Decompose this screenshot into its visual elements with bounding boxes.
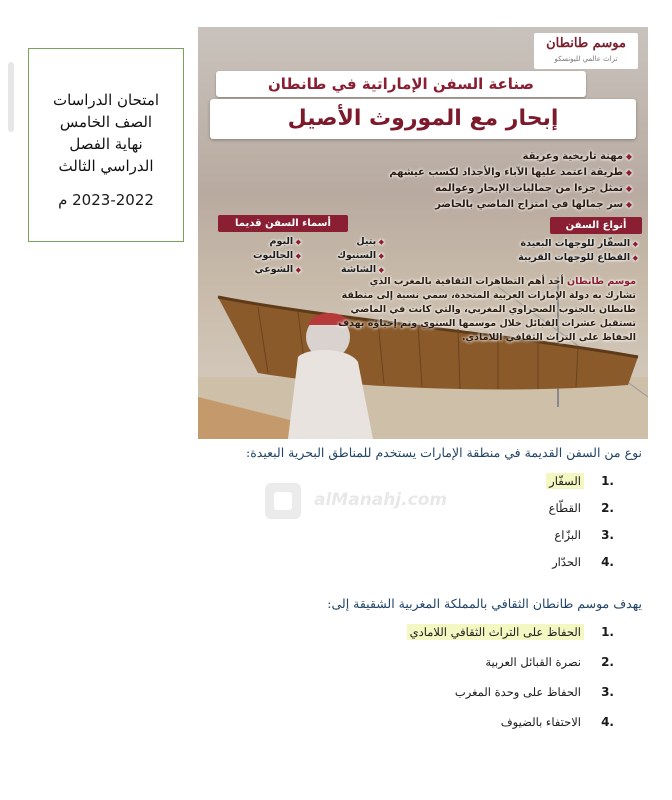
poster-bullet: ◆ سر جمالها في امتزاج الماضي بالحاضر (312, 197, 632, 213)
option-text: السفّار (546, 473, 584, 489)
poster-description (336, 275, 636, 345)
option-number: 4. (601, 715, 614, 729)
poster-banner-top-text: صناعة السفن الإماراتية في طانطان (267, 75, 535, 93)
poster-image (198, 27, 648, 439)
poster-bullets (312, 149, 632, 213)
answer-option[interactable] (222, 647, 642, 677)
answer-option[interactable] (162, 468, 642, 495)
ship-type-item: ◆ القطاع للوجهات القريبة (488, 251, 638, 265)
question-1-stem: نوع من السفن القديمة في منطقة الإمارات يستخدم للمناطق البحرية البعيدة: (246, 445, 642, 460)
option-text: الحفاظ على وحدة المغرب (454, 685, 581, 699)
option-text: الحفاظ على التراث الثقافي اللامادي (407, 624, 584, 640)
option-text: البزّاع (554, 528, 581, 542)
option-text: نصرة القبائل العربية (485, 655, 581, 669)
exam-title-line: امتحان الدراسات (52, 91, 160, 109)
option-number: 1. (601, 474, 614, 488)
poster-description-highlight: موسم طانطان (567, 276, 636, 287)
option-text: القطّاع (548, 501, 581, 515)
exam-year: 2023-2022 م (58, 191, 154, 209)
poster-bullet: ◆ تمثل جزءا من جماليات الإبحار وعوالمه (312, 181, 632, 197)
question-1-options (162, 468, 642, 576)
option-number: 2. (601, 501, 614, 515)
ship-name-item: ◆ الشاشة (307, 263, 384, 277)
question-2-options (222, 617, 642, 737)
poster-description-text: أحد أهم التظاهرات الثقافية بالمغرب الذي تشارك به دولة الإمارات العربية المتحدة، سمي نسبة إلى منطقة طانطان بالجنوب الصحراوي المغربي، والتي كانت في الماضي تستقبل عشرات القبائل خلال موسمها السنوي وتم إحياؤه بهدف الحفاظ على التراث الثقافي اللامادي. (338, 276, 636, 343)
ship-names-list (224, 235, 384, 277)
ship-types-heading: أنواع السفن (550, 217, 642, 234)
poster-banner-main (210, 99, 636, 139)
grade-line: الصف الخامس (59, 113, 153, 131)
ship-name-item: ◆ بتيل (307, 235, 384, 249)
logo-title: موسم طانطان (546, 36, 626, 51)
option-number: 3. (601, 528, 614, 542)
option-number: 3. (601, 685, 614, 699)
answer-option[interactable] (222, 707, 642, 737)
option-number: 1. (601, 625, 614, 639)
option-text: الحدّار (552, 555, 581, 569)
poster-banner-top (216, 71, 586, 97)
answer-option[interactable] (222, 677, 642, 707)
ship-names-heading: أسماء السفن قديما (218, 215, 348, 232)
poster-bullet: ◆ طريقة اعتمد عليها الآباء والأجداد لكسب عيشهم (312, 165, 632, 181)
answer-option[interactable] (162, 549, 642, 576)
option-number: 2. (601, 655, 614, 669)
term-line-1: نهاية الفصل (69, 135, 143, 153)
question-1 (162, 445, 642, 576)
option-text: الاحتفاء بالضيوف (500, 715, 581, 729)
answer-option[interactable] (162, 522, 642, 549)
poster-bullet: ◆ مهنة تاريخية وعريقة (312, 149, 632, 165)
ship-name-item: ◆ الشوعي (224, 263, 301, 277)
ship-type-item: ◆ السفّار للوجهات البعيدة (488, 237, 638, 251)
question-2 (222, 596, 642, 737)
ship-name-item: ◆ الجالبوت (224, 249, 301, 263)
exam-title-box (28, 48, 184, 242)
question-2-stem: يهدف موسم طانطان الثقافي بالمملكة المغربية الشقيقة إلى: (327, 596, 642, 611)
scrollbar[interactable] (8, 62, 14, 132)
term-line-2: الدراسي الثالث (58, 157, 154, 175)
watermark-text: alManahj.com (314, 490, 448, 510)
answer-option[interactable] (222, 617, 642, 647)
logo-subtitle: تراث عالمي لليونسكو (554, 55, 618, 63)
ship-types-list (488, 237, 638, 265)
ship-name-item: ◆ البوم (224, 235, 301, 249)
ship-name-item: ◆ السنبوك (307, 249, 384, 263)
answer-option[interactable] (162, 495, 642, 522)
tantan-logo (534, 33, 638, 69)
option-number: 4. (601, 555, 614, 569)
poster-banner-main-text: إبحار مع الموروث الأصيل (287, 106, 559, 131)
